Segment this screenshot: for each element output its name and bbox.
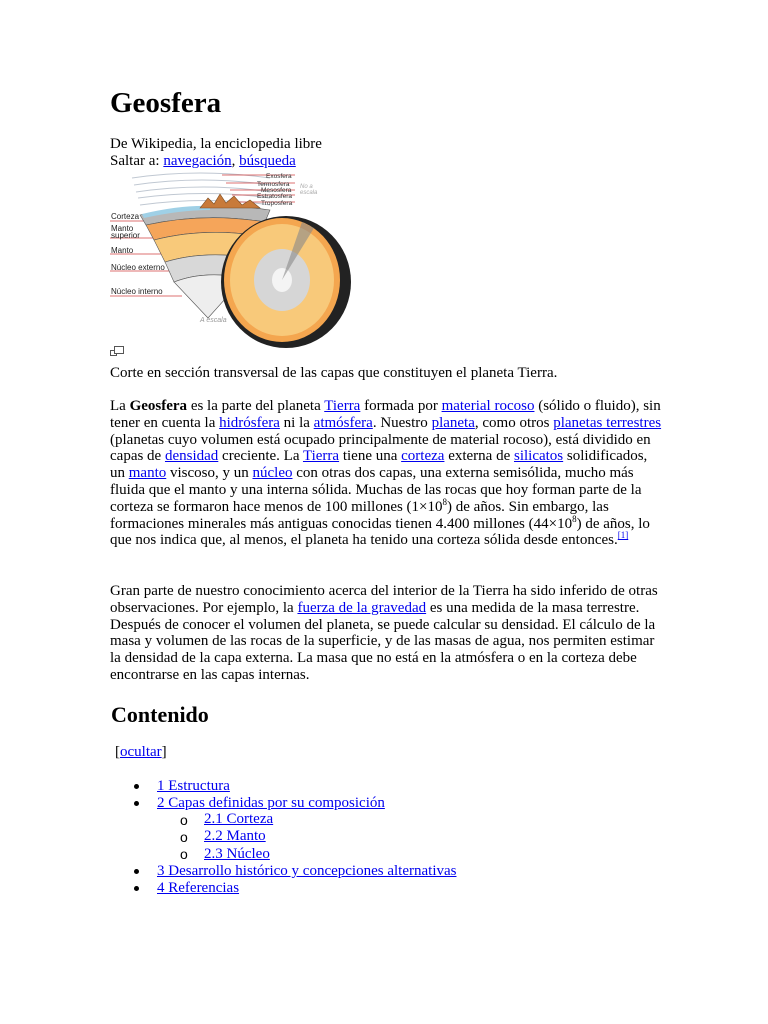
jump-links [110, 153, 322, 170]
label-manto-superior-2: superior [111, 231, 140, 240]
atmosphere-arc [138, 194, 270, 199]
intro-paragraph [110, 398, 662, 549]
toc-item-capas[interactable]: 2 Capas definidas por su composición [157, 795, 385, 811]
toc-heading: Contenido [111, 702, 209, 727]
enlarge-icon[interactable] [110, 346, 124, 358]
label-exosfera: Exosfera [266, 173, 292, 180]
link-nucleo[interactable]: núcleo [252, 465, 293, 482]
text: ) de años. Sin embargo, las formaciones minerales más antiguas conocidas tienen 4.400 millones (44×10 [110, 498, 609, 532]
link-silicatos[interactable]: silicatos [513, 448, 564, 465]
text: externa de [444, 448, 514, 465]
text: (sólido o fluido), sin tener en cuenta la [110, 398, 661, 431]
exponent: 8 [572, 513, 577, 524]
text: creciente. La [218, 448, 303, 465]
label-escala: escala [300, 190, 318, 196]
text: , como otros [474, 414, 554, 431]
toc-toggle [115, 744, 167, 761]
text: ) de años, lo que nos indica que, al menos, el planeta ha tenido una corteza sólida desde entonces. [110, 515, 650, 549]
toc-item-corteza[interactable]: 2.1 Corteza [204, 811, 274, 827]
navigation-link[interactable]: navegación [163, 153, 232, 169]
label-no-a: No a [300, 184, 313, 190]
reference-link-1[interactable]: [1] [617, 530, 629, 541]
link-planeta[interactable]: planeta [431, 414, 475, 431]
term-geosfera: Geosfera [129, 398, 188, 414]
link-fuerza-gravedad[interactable]: fuerza de la gravedad [297, 599, 427, 616]
figure-caption: Corte en sección transversal de las capas que constituyen el planeta Tierra. [110, 365, 558, 381]
exponent: 8 [442, 496, 448, 507]
link-hidrosfera[interactable]: hidrósfera [219, 414, 280, 431]
sub-bullet-icon: o [180, 812, 188, 828]
link-densidad[interactable]: densidad [164, 448, 219, 465]
link-tierra-2[interactable]: Tierra [302, 448, 340, 465]
atmosphere-arc [136, 187, 270, 192]
toc-item-nucleo[interactable]: 2.3 Núcleo [204, 846, 270, 862]
text: es una medida de la masa terrestre. Después de conocer el volumen del planeta, se puede calcular su densidad. El cálculo de la masa y volumen de las rocas de la superficie, y de las masas de agua, nos permiten estimar la densidad de la capa externa. La masa que no está en la atmósfera o en la corteza debe encontrarse en las capas internas. [110, 599, 656, 683]
atmosphere-arc [132, 173, 270, 178]
toc-item-referencias[interactable]: 4 Referencias [157, 880, 240, 896]
text: La [110, 398, 130, 414]
link-planetas-terrestres[interactable]: planetas terrestres [553, 414, 662, 431]
tagline: De Wikipedia, la enciclopedia libre [110, 136, 322, 152]
atmosphere-labels [257, 173, 318, 207]
earth-sphere [221, 216, 351, 348]
link-corteza[interactable]: corteza [401, 448, 445, 465]
label-estratosfera: Estratosfera [257, 193, 293, 200]
label-nucleo-externo: Núcleo externo [111, 263, 165, 272]
link-tierra[interactable]: Tierra [324, 398, 361, 414]
bullet-icon [134, 869, 139, 874]
jump-prefix: Saltar a: [110, 153, 164, 169]
link-manto[interactable]: manto [128, 465, 167, 482]
second-paragraph [110, 583, 662, 684]
atmosphere-arc [134, 180, 270, 185]
label-manto: Manto [111, 246, 134, 255]
text: formada por [360, 398, 442, 414]
bracket-open: [ [115, 744, 120, 760]
toc-item-manto[interactable]: 2.2 Manto [204, 828, 266, 844]
label-termosfera: Termosfera [257, 181, 290, 188]
search-link[interactable]: búsqueda [239, 153, 296, 169]
toc-hide-link[interactable]: ocultar [120, 744, 162, 760]
article-meta [110, 136, 322, 170]
text: ni la [279, 414, 314, 431]
earth-layers-diagram[interactable] [110, 170, 355, 350]
text: Gran parte de nuestro conocimiento acerca del interior de la Tierra ha sido inferido de otras observaciones. Por ejemplo, la [110, 583, 658, 616]
sub-bullet-icon: o [180, 846, 188, 862]
jump-separator: , [231, 153, 240, 169]
bullet-icon [134, 784, 139, 789]
label-a-escala: A escala [200, 317, 227, 324]
link-material-rocoso[interactable]: material rocoso [441, 398, 535, 414]
text: tiene una [339, 448, 402, 465]
label-troposfera: Troposfera [261, 200, 293, 207]
label-mesosfera: Mesosfera [261, 187, 292, 194]
toc-item-estructura[interactable]: 1 Estructura [157, 778, 230, 794]
text: viscoso, y un [166, 465, 253, 482]
text: solidificados, un [110, 448, 648, 482]
link-atmosfera[interactable]: atmósfera [313, 414, 373, 431]
page-title: Geosfera [110, 87, 222, 119]
text: (planetas cuyo volumen está ocupado principalmente de material rocoso), está dividido en capas de [110, 431, 651, 465]
bullet-icon [134, 801, 139, 806]
text: . Nuestro [372, 414, 432, 431]
label-corteza: Corteza [111, 212, 140, 221]
toc-item-desarrollo[interactable]: 3 Desarrollo histórico y concepciones alternativas [157, 863, 457, 879]
text: es la parte del planeta [187, 398, 325, 414]
label-nucleo-interno: Núcleo interno [111, 287, 163, 296]
label-manto-superior-1: Manto [111, 224, 134, 233]
text: con otras dos capas, una externa semisólida, mucho más fluida que el manto y una interna sólida. Muchas de las rocas que hoy forman parte de la corteza se formaron hace menos de 100 millones (1×10 [110, 465, 642, 515]
bracket-close: ] [161, 744, 167, 760]
bullet-icon [134, 886, 139, 891]
sub-bullet-icon: o [180, 829, 188, 845]
